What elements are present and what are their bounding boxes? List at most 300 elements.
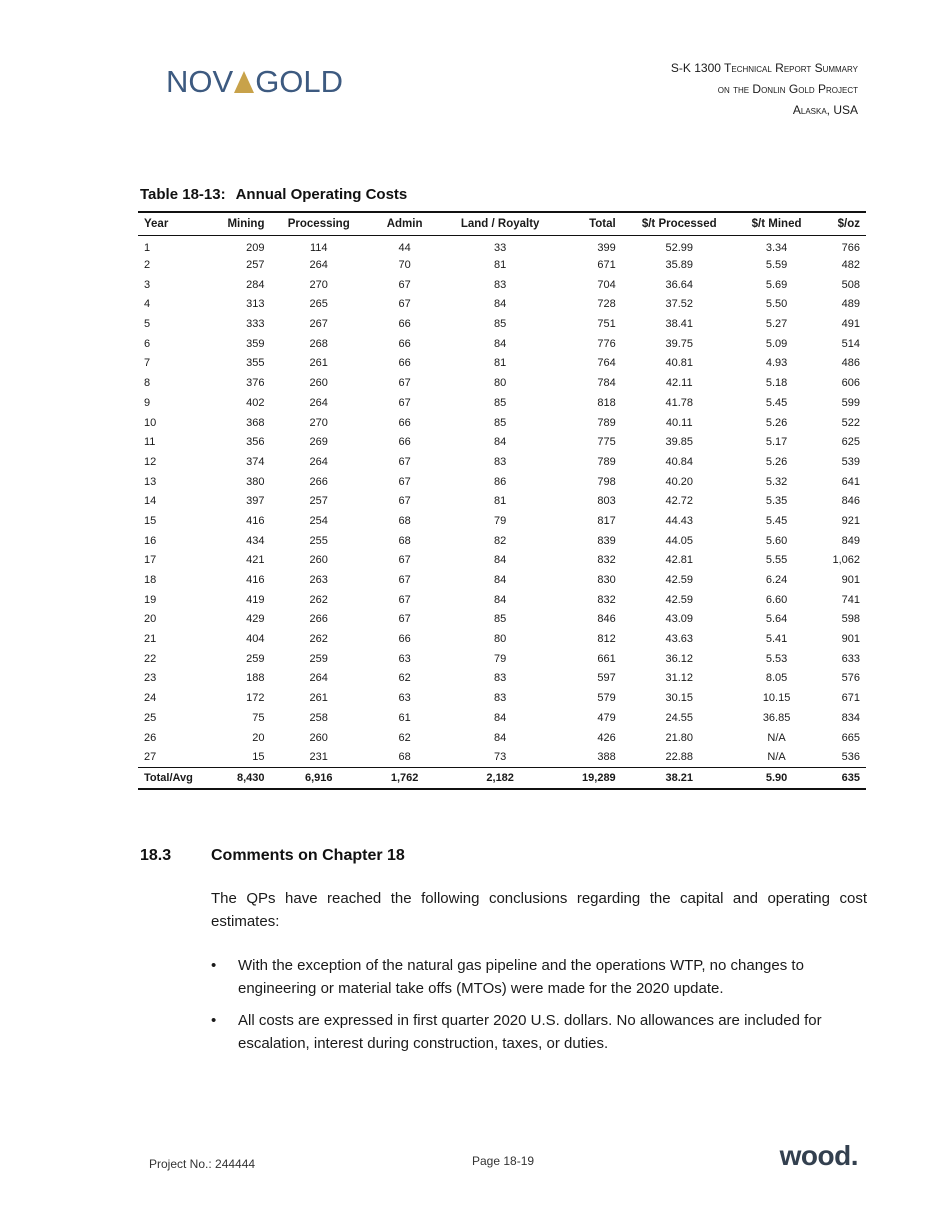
table-caption [140,186,407,203]
table-cell: 798 [597,475,616,488]
table-cell: 39.85 [665,436,693,449]
table-cell: 85 [494,396,507,409]
table-cell: 83 [494,692,507,705]
table-row [138,472,866,492]
table-cell: 26 [144,731,157,744]
table-cell: 15 [252,750,265,763]
table-cell: 426 [597,731,616,744]
table-cell: 79 [494,652,507,665]
table-cell: 67 [398,298,411,311]
list-item [211,954,851,1000]
table-cell: 84 [494,711,507,724]
table-cell: 255 [309,534,328,547]
table-cell: 599 [841,396,860,409]
table-cell: 80 [494,377,507,390]
column-header: Total [558,212,622,236]
table-row [138,708,866,728]
table-cell: 374 [246,455,265,468]
table-cell: 42.81 [665,554,693,567]
table-cell: 27 [144,750,157,763]
table-cell: 598 [841,613,860,626]
table-cell: 434 [246,534,265,547]
table-body [138,236,866,768]
table-row [138,590,866,610]
table-cell: 188 [246,672,265,685]
table-cell: 30.15 [665,692,693,705]
table-cell: 61 [398,711,411,724]
table-cell: 209 [246,241,265,254]
table-cell: 86 [494,475,507,488]
table-cell: 6.60 [765,593,788,606]
operating-costs-table [138,211,866,790]
table-cell: 82 [494,534,507,547]
table-cell: 766 [841,241,860,254]
table-cell: 416 [246,514,265,527]
table-cell: 489 [841,298,860,311]
table-cell: 901 [841,633,860,646]
section-intro: The QPs have reached the following conclusions regarding the capital and operating cost estimates: [211,890,867,930]
table-cell: 641 [841,475,860,488]
table-cell: 839 [597,534,616,547]
table-cell: 84 [494,731,507,744]
total-cell: 19,289 [558,767,622,789]
table-cell: 269 [309,436,328,449]
table-row [138,531,866,551]
table-cell: 259 [309,652,328,665]
table-cell: N/A [767,731,786,744]
table-cell: 260 [309,554,328,567]
table-cell: 38.41 [665,318,693,331]
table-cell: 42.11 [665,377,693,390]
table-cell: 114 [309,241,328,254]
table-cell: 6 [144,337,151,350]
table-cell: 264 [309,396,328,409]
wood-logo: wood. [779,1140,858,1171]
table-cell: 741 [841,593,860,606]
table-row [138,236,866,256]
table-cell: 901 [841,574,860,587]
table-cell: 42.72 [665,495,693,508]
table-cell: 15 [144,514,157,527]
table-cell: 846 [841,495,860,508]
table-cell: 260 [309,377,328,390]
table-cell: 81 [494,357,507,370]
table-cell: 355 [246,357,265,370]
table-cell: 402 [246,396,265,409]
table-cell: 260 [309,731,328,744]
table-cell: N/A [767,750,786,763]
table-cell: 5.53 [765,652,788,665]
table-cell: 35.89 [665,259,693,272]
table-cell: 10 [144,416,157,429]
table-cell: 262 [309,633,328,646]
table-cell: 284 [246,278,265,291]
table-cell: 2 [144,259,151,272]
table-cell: 5.69 [765,278,788,291]
total-cell: 38.21 [622,767,737,789]
table-cell: 254 [309,514,328,527]
table-cell: 5.59 [765,259,788,272]
table-cell: 42.59 [665,574,693,587]
total-cell: 5.90 [737,767,817,789]
table-cell: 70 [398,259,411,272]
table-cell: 67 [398,455,411,468]
table-cell: 267 [309,318,328,331]
table-cell: 671 [841,692,860,705]
report-header-line1: S-K 1300 Technical Report Summary [670,61,858,75]
table-cell: 5.45 [765,514,788,527]
table-row [138,511,866,531]
table-cell: 262 [309,593,328,606]
table-cell: 751 [597,318,616,331]
table-cell: 44.05 [665,534,693,547]
table-cell: 67 [398,396,411,409]
table-cell: 62 [398,672,411,685]
table-cell: 775 [597,436,616,449]
section-number: 18.3 [140,847,172,864]
table-cell: 270 [309,416,328,429]
table-cell: 11 [144,436,156,449]
table-cell: 40.11 [665,416,693,429]
table-cell: 67 [398,593,411,606]
table-row [138,334,866,354]
table-cell: 66 [398,357,411,370]
table-cell: 606 [841,377,860,390]
table-cell: 263 [309,574,328,587]
table-cell: 817 [597,514,616,527]
table-row [138,610,866,630]
table-cell: 5.55 [765,554,788,567]
column-header: $/t Processed [622,212,737,236]
table-cell: 268 [309,337,328,350]
table-cell: 429 [246,613,265,626]
table-cell: 17 [144,554,157,567]
table-cell: 479 [597,711,616,724]
table-cell: 661 [597,652,616,665]
table-cell: 704 [597,278,616,291]
table-cell: 257 [309,495,328,508]
table-cell: 5.64 [765,613,788,626]
table-cell: 803 [597,495,616,508]
table-cell: 625 [841,436,860,449]
table-row [138,728,866,748]
table-cell: 68 [398,750,411,763]
table-row [138,314,866,334]
list-item [211,1009,851,1055]
table-cell: 172 [246,692,265,705]
table-cell: 66 [398,633,411,646]
conclusions-list [211,954,851,1064]
table-cell: 399 [597,241,616,254]
table-cell: 784 [597,377,616,390]
table-cell: 231 [309,750,328,763]
project-number: Project No.: 244444 [149,1157,256,1171]
total-cell: 8,430 [209,767,270,789]
table-cell: 8 [144,377,151,390]
table-cell: 834 [841,711,860,724]
table-cell: 83 [494,278,507,291]
table-cell: 812 [597,633,616,646]
column-header: Admin [367,212,442,236]
table-total-row [138,767,866,789]
table-cell: 728 [597,298,616,311]
table-cell: 8.05 [765,672,788,685]
table-cell: 19 [144,593,157,606]
column-header: Mining [209,212,270,236]
logo-text-right: GOLD [255,64,344,99]
table-cell: 84 [494,574,507,587]
total-cell: 635 [816,767,866,789]
table-cell: 764 [597,357,616,370]
table-cell: 1 [144,241,151,254]
table-cell: 5.45 [765,396,788,409]
table-cell: 84 [494,298,507,311]
table-cell: 313 [246,298,265,311]
table-row [138,688,866,708]
total-cell: Total/Avg [138,767,209,789]
table-cell: 21.80 [665,731,693,744]
table-row [138,413,866,433]
table-cell: 10.15 [762,692,791,705]
report-header-line2: on the Donlin Gold Project [717,82,858,96]
table-cell: 36.85 [762,711,791,724]
table-cell: 14 [144,495,157,508]
table-cell: 265 [309,298,328,311]
table-cell: 67 [398,278,411,291]
column-header: Processing [270,212,367,236]
table-caption-label: Table 18-13: [140,186,226,203]
logo-triangle-icon [234,71,254,93]
table-row [138,452,866,472]
table-cell: 6.24 [765,574,788,587]
table-cell: 832 [597,593,616,606]
bullet-icon: • [211,1012,217,1029]
table-cell: 514 [841,337,860,350]
table-cell: 24.55 [665,711,693,724]
table-cell: 3.34 [765,241,788,254]
table-cell: 4.93 [765,357,788,370]
table-cell: 22.88 [665,750,693,763]
table-cell: 22 [144,652,157,665]
table-cell: 44.43 [665,514,693,527]
table-cell: 16 [144,534,157,547]
table-cell: 84 [494,593,507,606]
table-cell: 81 [494,259,507,272]
table-cell: 776 [597,337,616,350]
table-cell: 40.20 [665,475,693,488]
report-header [671,58,858,121]
table-cell: 68 [398,534,411,547]
table-cell: 270 [309,278,328,291]
table-cell: 7 [144,357,151,370]
table-cell: 830 [597,574,616,587]
table-row [138,669,866,689]
table-cell: 62 [398,731,411,744]
table-row [138,551,866,571]
table-cell: 66 [398,436,411,449]
table-cell: 52.99 [665,241,693,254]
table-cell: 1,062 [832,554,860,567]
table-cell: 482 [841,259,860,272]
table-cell: 846 [597,613,616,626]
table-cell: 36.12 [665,652,693,665]
table-cell: 63 [398,692,411,705]
table-row [138,295,866,315]
table-cell: 539 [841,455,860,468]
table-caption-title: Annual Operating Costs [235,186,408,203]
table-cell: 85 [494,416,507,429]
column-header: Year [138,212,209,236]
table-cell: 633 [841,652,860,665]
table-cell: 5.09 [765,337,788,350]
table-cell: 21 [144,633,157,646]
section-title: Comments on Chapter 18 [211,847,405,864]
table-cell: 83 [494,455,507,468]
table-cell: 522 [841,416,860,429]
table-row [138,649,866,669]
table-cell: 5.35 [765,495,788,508]
table-cell: 84 [494,436,507,449]
table-cell: 508 [841,278,860,291]
table-cell: 921 [841,514,860,527]
table-cell: 5.18 [765,377,788,390]
table-cell: 80 [494,633,507,646]
table-cell: 66 [398,416,411,429]
column-header: Land / Royalty [442,212,558,236]
table-cell: 266 [309,475,328,488]
table-cell: 5.41 [765,633,788,646]
table-cell: 66 [398,337,411,350]
table-cell: 12 [144,455,157,468]
bullet-icon: • [211,957,217,974]
table-cell: 67 [398,475,411,488]
table-row [138,629,866,649]
table-cell: 376 [246,377,265,390]
table-cell: 68 [398,514,411,527]
table-cell: 5.50 [765,298,788,311]
table-row [138,747,866,767]
table-cell: 419 [246,593,265,606]
table-cell: 40.84 [665,455,693,468]
table-cell: 67 [398,495,411,508]
table-cell: 259 [246,652,265,665]
table-cell: 264 [309,455,328,468]
table-header-row [138,212,866,236]
total-cell: 2,182 [442,767,558,789]
table-cell: 5 [144,318,151,331]
table-cell: 380 [246,475,265,488]
table-cell: 261 [309,357,328,370]
table-cell: 5.26 [765,416,788,429]
table-cell: 5.26 [765,455,788,468]
table-cell: 388 [597,750,616,763]
table-cell: 20 [144,613,157,626]
total-cell: 6,916 [270,767,367,789]
table-cell: 4 [144,298,151,311]
table-cell: 67 [398,574,411,587]
table-cell: 73 [494,750,507,763]
table-cell: 832 [597,554,616,567]
table-cell: 37.52 [665,298,693,311]
column-header: $/oz [816,212,866,236]
table-cell: 84 [494,337,507,350]
table-cell: 85 [494,613,507,626]
table-row [138,255,866,275]
table-cell: 33 [494,241,507,254]
table-cell: 40.81 [665,357,693,370]
page-number: Page 18-19 [472,1154,535,1168]
table-cell: 264 [309,259,328,272]
table-cell: 41.78 [665,396,693,409]
table-cell: 576 [841,672,860,685]
table-cell: 42.59 [665,593,693,606]
table-cell: 66 [398,318,411,331]
table-row [138,570,866,590]
column-header: $/t Mined [737,212,817,236]
table-cell: 43.63 [665,633,693,646]
table-cell: 5.32 [765,475,788,488]
table-cell: 44 [398,241,411,254]
table-cell: 264 [309,672,328,685]
total-cell: 1,762 [367,767,442,789]
table-cell: 359 [246,337,265,350]
table-cell: 368 [246,416,265,429]
table-cell: 5.60 [765,534,788,547]
table-cell: 5.27 [765,318,788,331]
table-cell: 39.75 [665,337,693,350]
table-cell: 421 [246,554,265,567]
report-header-line3: Alaska, USA [792,103,858,117]
table-cell: 849 [841,534,860,547]
table-cell: 84 [494,554,507,567]
table-cell: 9 [144,396,151,409]
table-row [138,432,866,452]
table-cell: 671 [597,259,616,272]
table-cell: 24 [144,692,157,705]
list-item-text: With the exception of the natural gas pipeline and the operations WTP, no changes to engineering or material take offs (MTOs) were made for the 2020 update. [238,957,804,997]
table-cell: 536 [841,750,860,763]
table-cell: 597 [597,672,616,685]
table-cell: 579 [597,692,616,705]
table-cell: 261 [309,692,328,705]
logo-text-left: NOV [166,64,234,99]
table-cell: 356 [246,436,265,449]
table-cell: 665 [841,731,860,744]
table-row [138,275,866,295]
table-cell: 18 [144,574,157,587]
table-row [138,373,866,393]
table-cell: 258 [309,711,328,724]
novagold-logo [166,64,343,100]
table-cell: 25 [144,711,157,724]
table-cell: 397 [246,495,265,508]
table-cell: 789 [597,455,616,468]
table-cell: 416 [246,574,265,587]
table-cell: 20 [252,731,265,744]
table-cell: 404 [246,633,265,646]
table-cell: 5.17 [765,436,788,449]
table-cell: 266 [309,613,328,626]
table-cell: 63 [398,652,411,665]
table-cell: 789 [597,416,616,429]
table-cell: 818 [597,396,616,409]
table-cell: 491 [841,318,860,331]
table-cell: 257 [246,259,265,272]
table-cell: 85 [494,318,507,331]
table-cell: 23 [144,672,157,685]
list-item-text: All costs are expressed in first quarter 2020 U.S. dollars. No allowances are included for escalation, interest during construction, taxes, or duties. [238,1012,822,1052]
table-cell: 83 [494,672,507,685]
